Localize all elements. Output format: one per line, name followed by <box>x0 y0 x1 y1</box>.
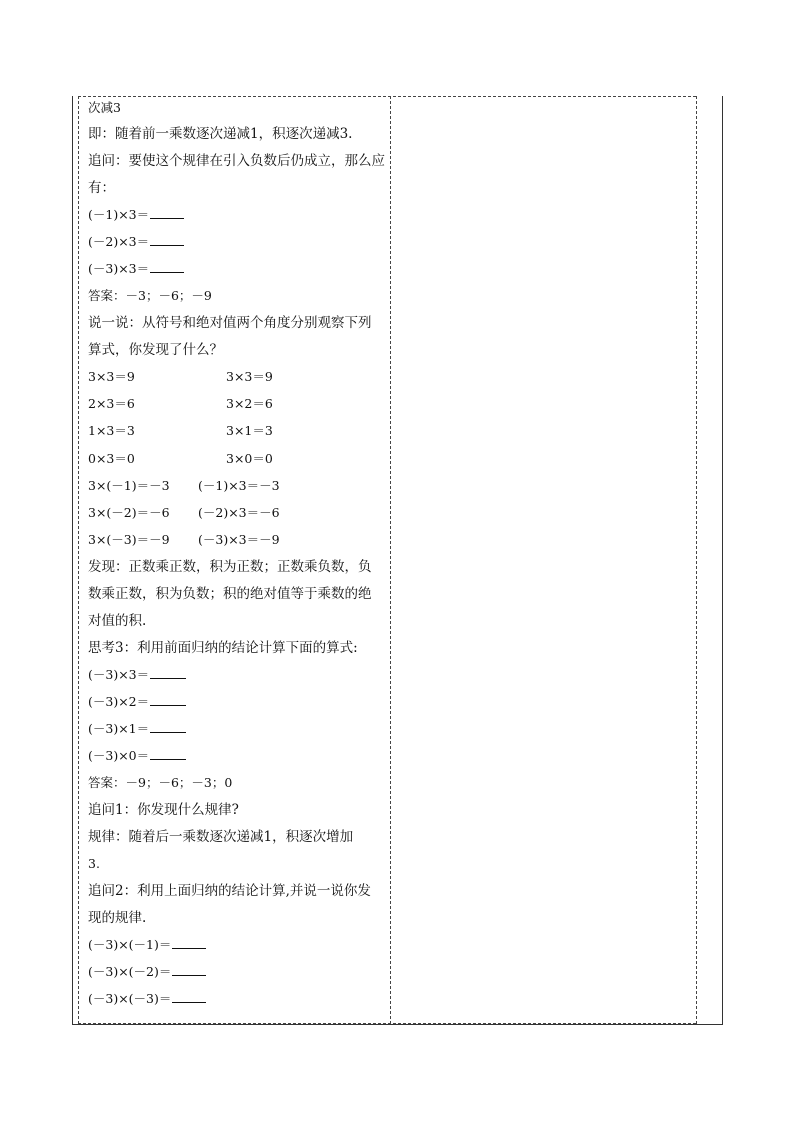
equation-right: 3×2＝6 <box>226 396 273 411</box>
answer-line: 答案：－3；－6；－9 <box>88 288 212 303</box>
text-line: 有： <box>88 180 115 196</box>
equation-right: (－3)×3＝－9 <box>198 532 280 547</box>
answer-line: 答案：－9；－6；－3；0 <box>88 775 233 790</box>
exercise-line: (－3)×(－2)＝ <box>88 962 206 982</box>
exercise-line: (－3)×3＝ <box>88 665 186 685</box>
equation-right: 3×1＝3 <box>226 423 273 438</box>
text-line: 规律：随着后一乘数逐次递减1，积逐次增加 <box>88 829 354 845</box>
answer-blank[interactable] <box>150 719 186 733</box>
equation-right: 3×3＝9 <box>226 369 273 384</box>
equation-left: 2×3＝6 <box>88 396 135 411</box>
answer-blank[interactable] <box>150 692 186 706</box>
answer-blank[interactable] <box>150 746 186 760</box>
equation-left: 0×3＝0 <box>88 451 135 466</box>
right-column-divider <box>696 96 697 1024</box>
equation-right: (－1)×3＝－3 <box>198 478 280 493</box>
answer-blank[interactable] <box>172 989 206 1003</box>
text-line: 现的规律. <box>88 910 147 926</box>
text-line: 次减3 <box>88 100 121 115</box>
exercise-line: (－2)×3＝ <box>88 232 184 252</box>
equation-left: 3×(－3)＝－9 <box>88 532 170 547</box>
table-outer-bottom-border <box>72 1024 723 1025</box>
column-divider <box>390 96 391 1024</box>
text-line: 追问1：你发现什么规律? <box>88 802 239 818</box>
table-left-border <box>72 96 73 1024</box>
answer-blank[interactable] <box>150 665 186 679</box>
exercise-line: (－1)×3＝ <box>88 205 184 225</box>
exercise-line: (－3)×2＝ <box>88 692 186 712</box>
equation-right: 3×0＝0 <box>226 451 273 466</box>
equation-left: 1×3＝3 <box>88 423 135 438</box>
text-line: 追问2：利用上面归纳的结论计算,并说一说你发 <box>88 883 371 899</box>
equation-right: (－2)×3＝－6 <box>198 505 280 520</box>
exercise-line: (－3)×0＝ <box>88 746 186 766</box>
text-line: 算式，你发现了什么？ <box>88 342 223 358</box>
text-line: 即：随着前一乘数逐次递减1，积逐次递减3. <box>88 126 353 142</box>
table-left-inner-border <box>78 96 79 1024</box>
answer-blank[interactable] <box>150 259 184 273</box>
table-top-border <box>78 96 696 97</box>
exercise-line: (－3)×(－3)＝ <box>88 989 206 1009</box>
text-line: 说一说：从符号和绝对值两个角度分别观察下列 <box>88 315 372 331</box>
text-line: 思考3：利用前面归纳的结论计算下面的算式: <box>88 640 358 656</box>
text-line: 追问：要使这个规律在引入负数后仍成立，那么应 <box>88 153 385 169</box>
exercise-line: (－3)×3＝ <box>88 259 184 279</box>
equation-left: 3×(－1)＝－3 <box>88 478 170 493</box>
answer-blank[interactable] <box>150 232 184 246</box>
text-line: 3. <box>88 856 100 871</box>
exercise-line: (－3)×1＝ <box>88 719 186 739</box>
text-line: 发现：正数乘正数，积为正数；正数乘负数，负 <box>88 559 372 575</box>
equation-left: 3×(－2)＝－6 <box>88 505 170 520</box>
text-line: 数乘正数，积为负数；积的绝对值等于乘数的绝 <box>88 586 372 602</box>
exercise-line: (－3)×(－1)＝ <box>88 935 206 955</box>
answer-blank[interactable] <box>172 935 206 949</box>
answer-blank[interactable] <box>172 962 206 976</box>
answer-blank[interactable] <box>150 205 184 219</box>
table-right-border <box>722 96 723 1024</box>
equation-left: 3×3＝9 <box>88 369 135 384</box>
text-line: 对值的积. <box>88 613 147 629</box>
